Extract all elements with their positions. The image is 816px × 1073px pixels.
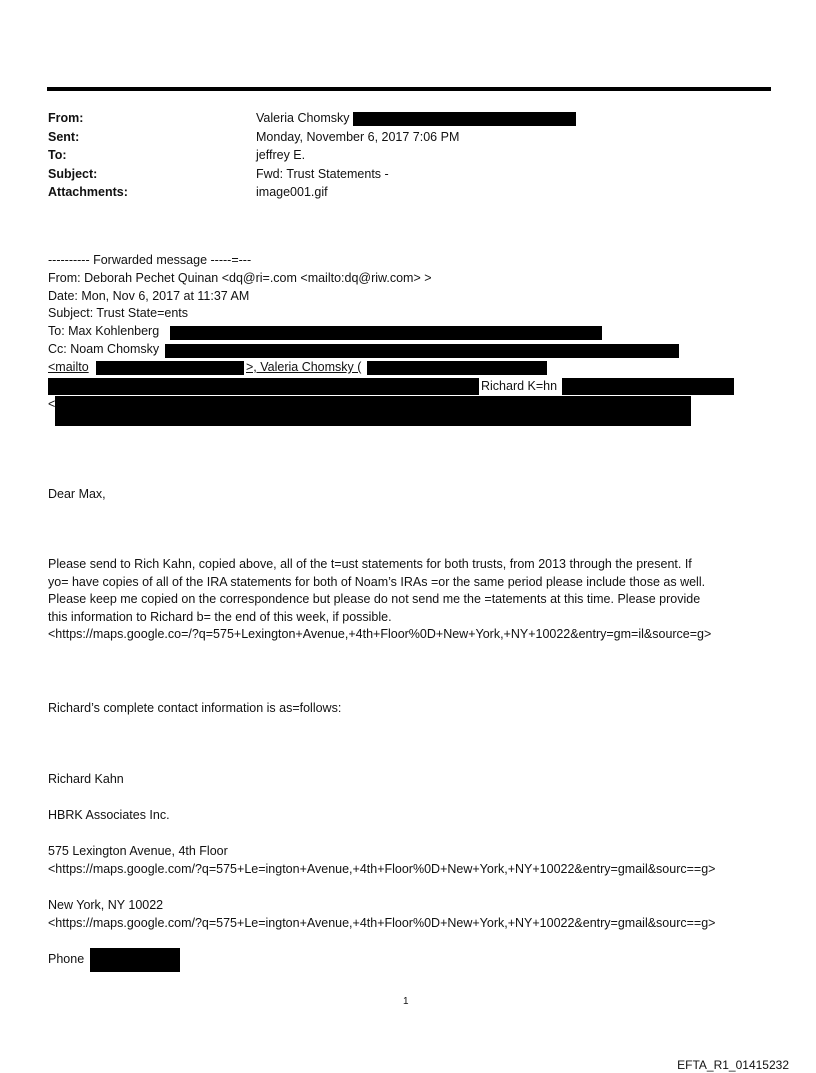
header-rule <box>47 87 771 91</box>
phone-label: Phone <box>48 952 85 966</box>
redaction-block <box>165 344 679 358</box>
document-id: EFTA_R1_01415232 <box>677 1058 789 1072</box>
paragraph-line: yo= have copies of all of the IRA statements for both of Noam’s IRAs =or the same period please include those as well. <box>48 574 706 589</box>
forwarded-date: Date: Mon, Nov 6, 2017 at 11:37 AM <box>48 289 250 303</box>
contact-name: Richard Kahn <box>48 772 124 786</box>
valeria-fragment: >, Valeria Chomsky ( <box>246 360 362 374</box>
request-paragraph <box>48 556 788 644</box>
company-name: HBRK Associates Inc. <box>48 808 170 822</box>
from-name: Valeria Chomsky <box>256 111 350 125</box>
forwarded-marker: ---------- Forwarded message -----=--- <box>48 253 252 267</box>
redaction-block <box>90 948 180 972</box>
redaction-block <box>48 378 479 395</box>
greeting: Dear Max, <box>48 487 106 501</box>
redaction-block <box>367 361 547 375</box>
from-label: From: <box>48 111 84 125</box>
address-line2-link[interactable]: <https://maps.google.com/?q=575+Le=ington+Avenue,+4th+Floor%0D+New+York,+NY+10022&entry=gmail&sourc==g> <box>48 916 716 930</box>
subject-label: Subject: <box>48 166 98 181</box>
address-line2: New York, NY 10022 <box>48 898 164 912</box>
paragraph-line: Please keep me copied on the correspondence but please do not send me the =tatements at this time. Please provide <box>48 592 701 606</box>
attachments-label: Attachments: <box>48 185 128 199</box>
maps-link[interactable]: <https://maps.google.co=/?q=575+Lexington+Avenue,+4th+Floor%0D+New+York,+NY+10022&entry=gm=il&source=g> <box>48 627 712 641</box>
from-value <box>256 109 576 128</box>
redaction-block <box>353 112 576 126</box>
address-line1-link[interactable]: <https://maps.google.com/?q=575+Le=ington+Avenue,+4th+Floor%0D+New+York,+NY+10022&entry=gmail&sourc==g> <box>48 862 716 876</box>
redaction-block <box>562 378 734 395</box>
lt-char: < <box>48 397 56 411</box>
richard-fragment: Richard K=hn <box>481 379 558 393</box>
forwarded-from: From: Deborah Pechet Quinan <dq@ri=.com <mailto:dq@riw.com> > <box>48 271 432 285</box>
sent-label: Sent: <box>48 129 80 144</box>
sent-value: Monday, November 6, 2017 7:06 PM <box>256 129 460 144</box>
to-label: To: <box>48 148 67 162</box>
forwarded-to: To: Max Kohlenberg <box>48 324 160 338</box>
forwarded-subject: Subject: Trust State=ents <box>48 306 189 320</box>
forwarded-mailto: <mailto <box>48 360 89 374</box>
redaction-block <box>170 326 602 340</box>
paragraph-line: this information to Richard b= the end of this week, if possible. <box>48 609 392 624</box>
subject-value: Fwd: Trust Statements - <box>256 166 389 181</box>
address-line1: 575 Lexington Avenue, 4th Floor <box>48 844 228 858</box>
forwarded-cc: Cc: Noam Chomsky <box>48 342 160 356</box>
attachments-value: image001.gif <box>256 185 328 199</box>
to-value: jeffrey E. <box>256 148 306 162</box>
redaction-block <box>96 361 244 375</box>
contact-intro: Richard’s complete contact information is as=follows: <box>48 701 342 715</box>
paragraph-line: Please send to Rich Kahn, copied above, all of the t=ust statements for both trusts, from 2013 through the present. If <box>48 557 692 571</box>
page-number: 1 <box>403 996 409 1007</box>
redaction-block <box>55 396 691 426</box>
